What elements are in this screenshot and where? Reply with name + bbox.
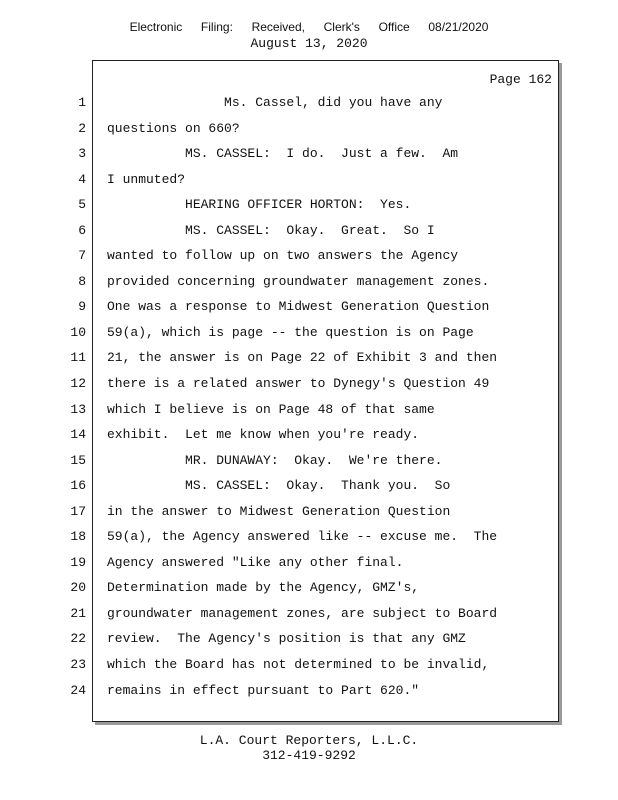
transcript-line: 59(a), the Agency answered like -- excuse me. The xyxy=(107,529,498,545)
line-number: 1 xyxy=(78,95,86,110)
transcript-line: wanted to follow up on two answers the Agency xyxy=(107,248,459,264)
footer xyxy=(0,733,618,763)
line-number: 11 xyxy=(70,350,86,366)
line-number: 20 xyxy=(70,580,86,596)
transcript-line: provided concerning groundwater management zones. xyxy=(107,273,490,289)
transcript-line: 21, the answer is on Page 22 of Exhibit 3 and then xyxy=(107,350,498,366)
transcript-line: HEARING OFFICER HORTON: Yes. xyxy=(107,197,412,213)
transcript-line: MR. DUNAWAY: Okay. We're there. xyxy=(107,452,443,468)
transcript-text xyxy=(107,95,552,708)
line-number: 6 xyxy=(78,222,86,238)
transcript-line: One was a response to Midwest Generation Question xyxy=(107,299,490,315)
line-number: 3 xyxy=(78,146,86,162)
line-number: 17 xyxy=(70,503,86,519)
line-number: 10 xyxy=(70,324,86,340)
line-number: 19 xyxy=(70,554,86,570)
line-number: 4 xyxy=(78,171,86,187)
line-number: 14 xyxy=(70,427,86,443)
line-number: 13 xyxy=(70,401,86,417)
line-number: 23 xyxy=(70,657,86,673)
transcript-line: which I believe is on Page 48 of that same xyxy=(107,401,435,417)
line-number: 9 xyxy=(78,299,86,315)
line-number: 16 xyxy=(70,478,86,494)
line-number: 24 xyxy=(70,682,86,698)
transcript-line: review. The Agency's position is that any GMZ xyxy=(107,631,466,647)
line-number: 15 xyxy=(70,452,86,468)
line-number: 12 xyxy=(70,376,86,392)
court-reporter-phone: 312-419-9292 xyxy=(262,748,356,763)
page-number: Page 162 xyxy=(489,72,552,87)
transcript-line: groundwater management zones, are subject to Board xyxy=(107,605,498,621)
transcript-line: in the answer to Midwest Generation Question xyxy=(107,503,451,519)
line-number: 2 xyxy=(78,120,86,136)
filing-stamp: Electronic Filing: Received, Clerk's Office 08/21/2020 xyxy=(129,20,489,34)
transcript-date: August 13, 2020 xyxy=(250,36,368,51)
transcript-line: Agency answered "Like any other final. xyxy=(107,554,404,570)
transcript-line: remains in effect pursuant to Part 620." xyxy=(107,682,420,698)
transcript-line: which the Board has not determined to be invalid, xyxy=(107,657,490,673)
transcript-line: exhibit. Let me know when you're ready. xyxy=(107,427,420,443)
line-number: 18 xyxy=(70,529,86,545)
transcript-line: 59(a), which is page -- the question is on Page xyxy=(107,324,474,340)
line-number-column xyxy=(0,95,86,708)
transcript-line: questions on 660? xyxy=(107,120,240,136)
line-number: 22 xyxy=(70,631,86,647)
transcript-line: MS. CASSEL: Okay. Great. So I xyxy=(107,222,435,238)
transcript-line: Ms. Cassel, did you have any xyxy=(107,95,443,110)
transcript-line: Determination made by the Agency, GMZ's, xyxy=(107,580,420,596)
line-number: 7 xyxy=(78,248,86,264)
line-number: 21 xyxy=(70,605,86,621)
court-reporter-company: L.A. Court Reporters, L.L.C. xyxy=(199,733,419,748)
transcript-line: MS. CASSEL: I do. Just a few. Am xyxy=(107,146,459,162)
transcript-line: I unmuted? xyxy=(107,171,186,187)
line-number: 8 xyxy=(78,273,86,289)
transcript-line: MS. CASSEL: Okay. Thank you. So xyxy=(107,478,451,494)
transcript-line: there is a related answer to Dynegy's Question 49 xyxy=(107,376,490,392)
line-number: 5 xyxy=(78,197,86,213)
